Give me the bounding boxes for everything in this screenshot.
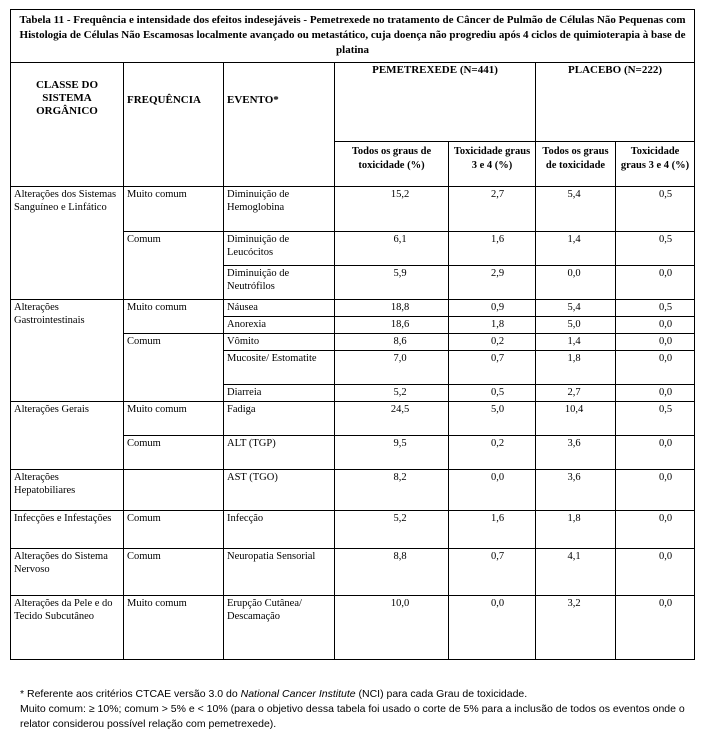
placebo-grade-3-4-cell: 0,5 — [616, 300, 695, 317]
table-row — [11, 187, 695, 232]
organ-class-cell: Alterações Gastrointestinais — [11, 300, 124, 402]
event-cell: Fadiga — [224, 402, 335, 436]
placebo-all-grades-cell: 5,0 — [536, 317, 616, 334]
table-title: Tabela 11 - Frequência e intensidade dos efeitos indesejáveis - Pemetrexede no tratamento de Câncer de Pulmão de Células Não Pequenas com Histologia de Células Não Escamosas localmente avançado ou metastático, cuja doença não progrediu após 4 ciclos de quimioterapia à base de platina — [11, 10, 695, 63]
placebo-all-grades-cell: 3,6 — [536, 436, 616, 470]
pem-grade-3-4-cell: 1,6 — [449, 511, 536, 549]
pem-all-grades-cell: 24,5 — [335, 402, 449, 436]
placebo-grade-3-4-cell: 0,5 — [616, 187, 695, 232]
organ-class-cell: Infecções e Infestações — [11, 511, 124, 549]
placebo-grade-3-4-cell: 0,0 — [616, 596, 695, 660]
organ-class-cell: Alterações do Sistema Nervoso — [11, 549, 124, 596]
event-cell: Diminuição de Leucócitos — [224, 232, 335, 266]
header-event: EVENTO* — [224, 63, 335, 187]
frequency-cell: Muito comum — [124, 596, 224, 660]
header-placebo-grade-3-4: Toxicidade graus 3 e 4 (%) — [616, 142, 695, 187]
placebo-grade-3-4-cell: 0,0 — [616, 266, 695, 300]
placebo-all-grades-cell: 10,4 — [536, 402, 616, 436]
pem-grade-3-4-cell: 1,6 — [449, 232, 536, 266]
event-cell: Náusea — [224, 300, 335, 317]
placebo-grade-3-4-cell: 0,0 — [616, 385, 695, 402]
pem-grade-3-4-cell: 0,7 — [449, 549, 536, 596]
placebo-grade-3-4-cell: 0,0 — [616, 511, 695, 549]
pem-all-grades-cell: 5,2 — [335, 385, 449, 402]
placebo-all-grades-cell: 5,4 — [536, 300, 616, 317]
table-body — [11, 187, 695, 660]
pem-all-grades-cell: 6,1 — [335, 232, 449, 266]
frequency-cell: Muito comum — [124, 300, 224, 334]
placebo-all-grades-cell: 3,2 — [536, 596, 616, 660]
frequency-cell: Comum — [124, 549, 224, 596]
pem-all-grades-cell: 18,8 — [335, 300, 449, 317]
placebo-all-grades-cell: 1,8 — [536, 511, 616, 549]
placebo-grade-3-4-cell: 0,0 — [616, 549, 695, 596]
header-pemetrexed: PEMETREXEDE (N=441) — [335, 63, 536, 142]
placebo-all-grades-cell: 3,6 — [536, 470, 616, 511]
pem-grade-3-4-cell: 0,2 — [449, 436, 536, 470]
table-row — [11, 300, 695, 317]
footnote-frequency-definition: Muito comum: ≥ 10%; comum > 5% e < 10% (para o objetivo dessa tabela foi usado o corte de 5% para a inclusão de todos os eventos onde o relator considerou possível relação com pemetrexede). — [20, 703, 685, 730]
event-cell: Anorexia — [224, 317, 335, 334]
placebo-grade-3-4-cell: 0,0 — [616, 351, 695, 385]
adverse-events-table-container — [10, 9, 694, 660]
event-cell: Neuropatia Sensorial — [224, 549, 335, 596]
organ-class-cell: Alterações Gerais — [11, 402, 124, 470]
pem-all-grades-cell: 10,0 — [335, 596, 449, 660]
event-cell: Diminuição de Hemoglobina — [224, 187, 335, 232]
pem-grade-3-4-cell: 0,5 — [449, 385, 536, 402]
adverse-events-table — [10, 9, 695, 660]
footnote-criteria-prefix: * Referente aos critérios CTCAE versão 3.0 do — [20, 688, 241, 700]
event-cell: Erupção Cutânea/ Descamação — [224, 596, 335, 660]
footnote-criteria — [20, 687, 700, 702]
pem-all-grades-cell: 8,8 — [335, 549, 449, 596]
pem-grade-3-4-cell: 0,0 — [449, 470, 536, 511]
placebo-grade-3-4-cell: 0,0 — [616, 317, 695, 334]
placebo-all-grades-cell: 1,8 — [536, 351, 616, 385]
header-frequency: FREQUÊNCIA — [124, 63, 224, 187]
placebo-grade-3-4-cell: 0,0 — [616, 470, 695, 511]
organ-class-cell: Alterações da Pele e do Tecido Subcutâneo — [11, 596, 124, 660]
frequency-cell: Comum — [124, 232, 224, 300]
event-cell: AST (TGO) — [224, 470, 335, 511]
pem-grade-3-4-cell: 5,0 — [449, 402, 536, 436]
frequency-cell: Comum — [124, 436, 224, 470]
placebo-grade-3-4-cell: 0,0 — [616, 436, 695, 470]
event-cell: Vômito — [224, 334, 335, 351]
pem-all-grades-cell: 8,2 — [335, 470, 449, 511]
pem-all-grades-cell: 7,0 — [335, 351, 449, 385]
pem-grade-3-4-cell: 2,7 — [449, 187, 536, 232]
event-cell: ALT (TGP) — [224, 436, 335, 470]
frequency-cell: Comum — [124, 511, 224, 549]
header-pem-all-grades: Todos os graus de toxicidade (%) — [335, 142, 449, 187]
pem-all-grades-cell: 15,2 — [335, 187, 449, 232]
placebo-all-grades-cell: 1,4 — [536, 334, 616, 351]
event-cell: Diarreia — [224, 385, 335, 402]
frequency-cell: Comum — [124, 334, 224, 402]
header-class: CLASSE DO SISTEMA ORGÂNICO — [11, 63, 124, 187]
placebo-grade-3-4-cell: 0,0 — [616, 334, 695, 351]
table-row — [11, 470, 695, 511]
frequency-cell: Muito comum — [124, 187, 224, 232]
event-cell: Mucosite/ Estomatite — [224, 351, 335, 385]
pem-all-grades-cell: 18,6 — [335, 317, 449, 334]
placebo-grade-3-4-cell: 0,5 — [616, 232, 695, 266]
header-placebo: PLACEBO (N=222) — [536, 63, 695, 142]
pem-grade-3-4-cell: 0,2 — [449, 334, 536, 351]
footnote-institute-name: National Cancer Institute — [240, 688, 356, 700]
pem-all-grades-cell: 9,5 — [335, 436, 449, 470]
table-row — [11, 596, 695, 660]
footnote-criteria-suffix: (NCI) para cada Grau de toxicidade. — [355, 688, 528, 700]
placebo-all-grades-cell: 4,1 — [536, 549, 616, 596]
pem-grade-3-4-cell: 1,8 — [449, 317, 536, 334]
table-row — [11, 402, 695, 436]
placebo-all-grades-cell: 5,4 — [536, 187, 616, 232]
pem-grade-3-4-cell: 2,9 — [449, 266, 536, 300]
placebo-all-grades-cell: 1,4 — [536, 232, 616, 266]
pem-grade-3-4-cell: 0,9 — [449, 300, 536, 317]
pem-all-grades-cell: 5,2 — [335, 511, 449, 549]
organ-class-cell: Alterações Hepatobiliares — [11, 470, 124, 511]
footnotes — [20, 687, 700, 732]
pem-grade-3-4-cell: 0,7 — [449, 351, 536, 385]
pem-all-grades-cell: 8,6 — [335, 334, 449, 351]
placebo-grade-3-4-cell: 0,5 — [616, 402, 695, 436]
header-placebo-all-grades: Todos os graus de toxicidade — [536, 142, 616, 187]
pem-all-grades-cell: 5,9 — [335, 266, 449, 300]
organ-class-cell: Alterações dos Sistemas Sanguíneo e Linfático — [11, 187, 124, 300]
placebo-all-grades-cell: 0,0 — [536, 266, 616, 300]
frequency-cell: Muito comum — [124, 402, 224, 436]
pem-grade-3-4-cell: 0,0 — [449, 596, 536, 660]
frequency-cell — [124, 470, 224, 511]
event-cell: Diminuição de Neutrófilos — [224, 266, 335, 300]
placebo-all-grades-cell: 2,7 — [536, 385, 616, 402]
table-row — [11, 511, 695, 549]
table-row — [11, 549, 695, 596]
header-pem-grade-3-4: Toxicidade graus 3 e 4 (%) — [449, 142, 536, 187]
event-cell: Infecção — [224, 511, 335, 549]
